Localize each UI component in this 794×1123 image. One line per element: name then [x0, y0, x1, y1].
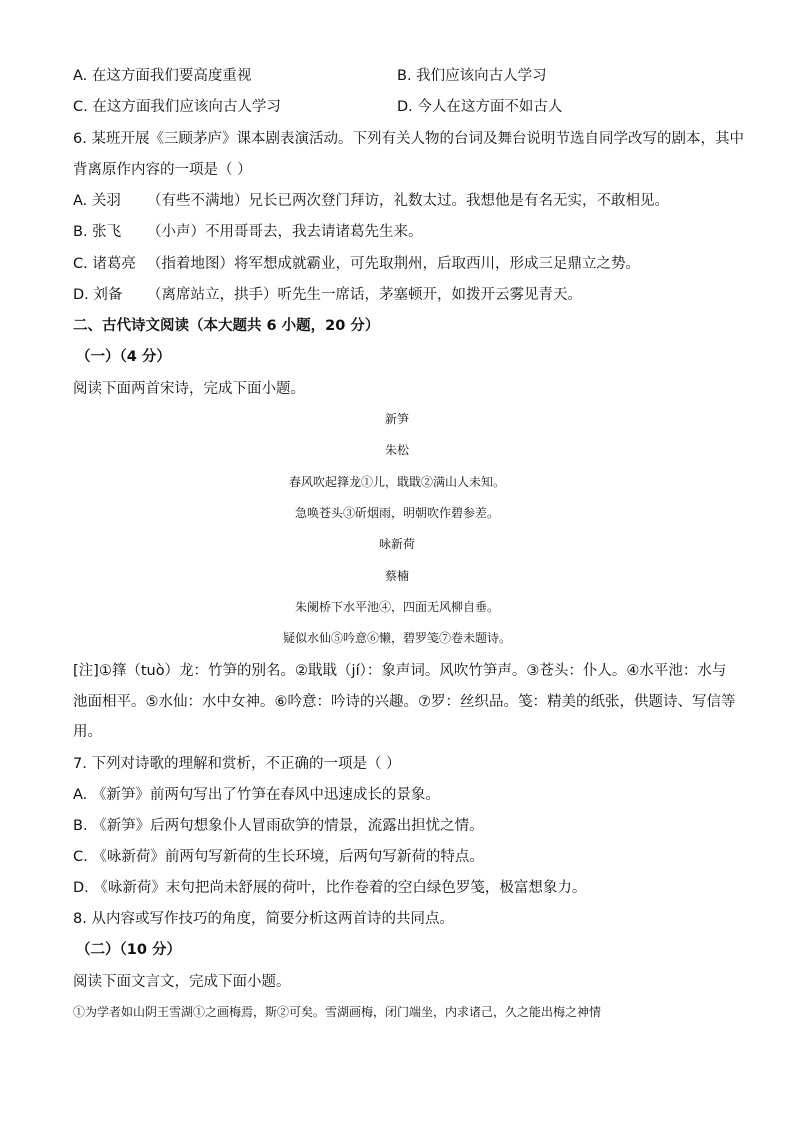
- part1-intro: 阅读下面两首宋诗，完成下面小题。: [73, 381, 305, 397]
- q5-option-c: C. 在这方面我们应该向古人学习: [73, 99, 281, 115]
- poem2-title: 咏新荷: [378, 537, 415, 551]
- poem2-author: 蔡楠: [384, 569, 409, 583]
- poem1-line2: 急唤苍头③斫烟雨，明朝吹作碧参差。: [294, 506, 499, 520]
- q6-option-a-label: A. 关羽: [73, 193, 121, 209]
- q7-stem: 7. 下列对诗歌的理解和赏析，不正确的一项是（ ）: [73, 756, 401, 772]
- section2-heading: 二、古代诗文阅读（本大题共 6 小题，20 分）: [73, 318, 380, 334]
- q6-option-a: [73, 191, 669, 211]
- notes-line3: 用。: [73, 724, 102, 740]
- q6-option-c: [73, 254, 640, 274]
- q5-option-d: D. 今人在这方面不如古人: [397, 99, 563, 115]
- q6-option-d-text: （离席站立，拱手）听先生一席话，茅塞顿开，如拨开云雾见青天。: [147, 287, 582, 303]
- q6-option-c-label: C. 诸葛亮: [73, 256, 136, 272]
- q6-option-b-text: （小声）不用哥哥去，我去请诸葛先生来。: [147, 224, 423, 240]
- notes-line1: [注]①箨（tuò）龙：竹笋的别名。②戢戢（jí）：象声词。风吹竹笋声。③苍头：仆人。④水平池：水与: [73, 663, 727, 679]
- q6-option-b-label: B. 张飞: [73, 224, 122, 240]
- part2-intro: 阅读下面文言文，完成下面小题。: [73, 974, 291, 990]
- q6-option-b: [73, 222, 423, 242]
- q7-option-c: C. 《咏新荷》前两句写新荷的生长环境，后两句写新荷的特点。: [73, 849, 484, 865]
- poem2-line1: 朱阑桥下水平池④，四面无风柳自垂。: [294, 600, 499, 614]
- q7-option-d: D. 《咏新荷》末句把尚未舒展的荷叶，比作卷着的空白绿色罗笺，极富想象力。: [73, 880, 587, 896]
- q6-option-a-text: （有些不满地）兄长已两次登门拜访，礼数太过。我想他是有名无实，不敢相见。: [147, 193, 669, 209]
- q7-option-b: B. 《新笋》后两句想象仆人冒雨砍笋的情景，流露出担忧之情。: [73, 818, 484, 834]
- notes-line2: 池面相平。⑤水仙：水中女神。⑥吟意：吟诗的兴趣。⑦罗：丝织品。笺：精美的纸张，供题诗、写信等: [73, 694, 736, 710]
- poem1-line1: 春风吹起箨龙①儿，戢戢②满山人未知。: [288, 475, 505, 489]
- q6-option-d-label: D. 刘备: [73, 287, 123, 303]
- q7-option-a: A. 《新笋》前两句写出了竹笋在春风中迅速成长的景象。: [73, 787, 440, 803]
- q6-stem-line1: 6. 某班开展《三顾茅庐》课本剧表演活动。下列有关人物的台词及舞台说明节选自同学改写的剧本，其中: [73, 131, 744, 147]
- q5-option-b: B. 我们应该向古人学习: [397, 68, 547, 84]
- q6-stem-line2: 背离原作内容的一项是（ ）: [73, 162, 252, 178]
- part1-heading: （一）（4 分）: [76, 349, 171, 365]
- poem2-line2: 疑似水仙⑤吟意⑥懒，碧罗笺⑦卷未题诗。: [282, 631, 511, 645]
- part2-heading: （二）（10 分）: [76, 942, 181, 958]
- passage-line1: ①为学者如山阴王雪湖①之画梅焉，斯②可矣。雪湖画梅，闭门端坐，内求诸己，久之能出梅之神情: [73, 1005, 602, 1019]
- q8-stem: 8. 从内容或写作技巧的角度，简要分析这两首诗的共同点。: [73, 911, 454, 927]
- poem1-title: 新笋: [384, 412, 409, 426]
- q6-option-c-text: （指着地图）将军想成就霸业，可先取荆州，后取西川，形成三足鼎立之势。: [147, 256, 640, 272]
- poem1-author: 朱松: [384, 443, 409, 457]
- q6-option-d: [73, 285, 582, 305]
- q5-option-a: A. 在这方面我们要高度重视: [73, 68, 252, 84]
